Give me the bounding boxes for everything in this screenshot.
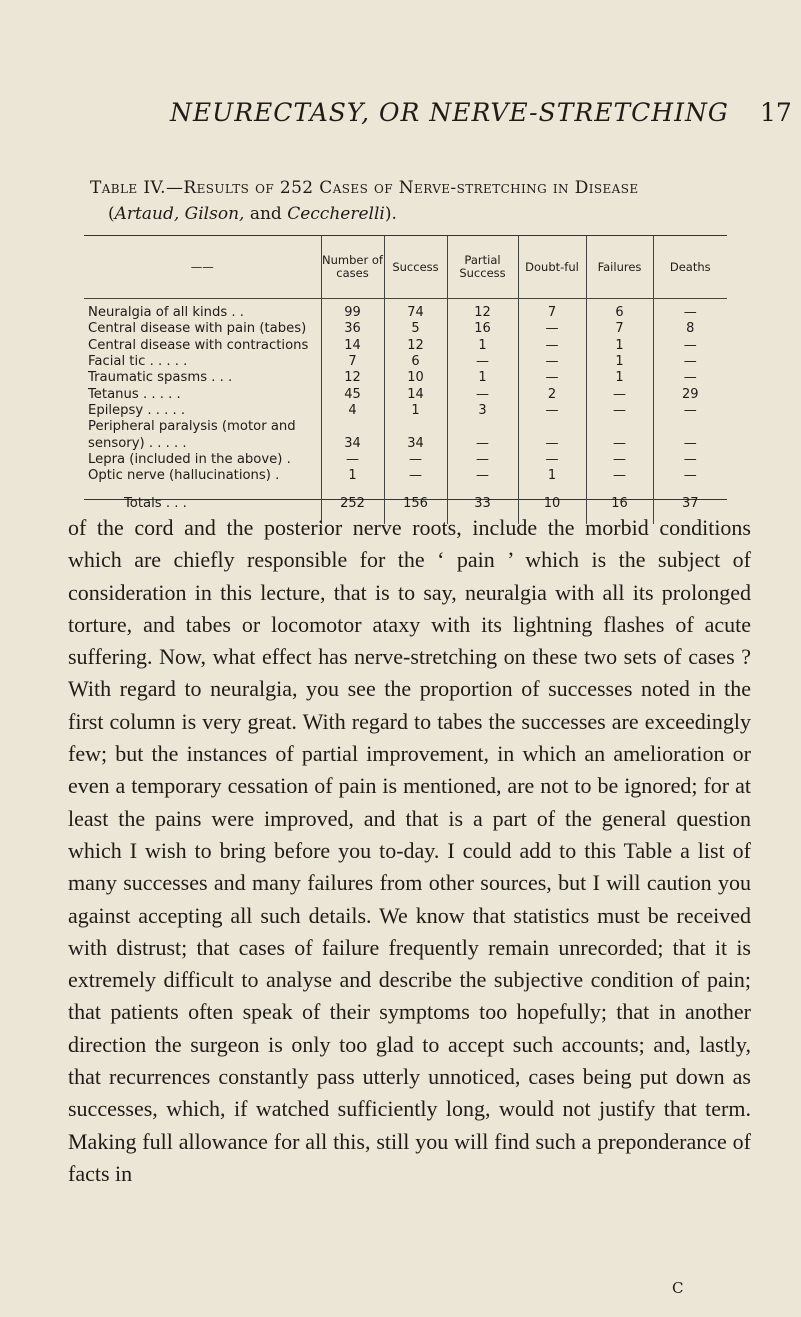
table-cell: 12 (447, 305, 518, 321)
table-cell: 7 (321, 354, 384, 370)
table-cell (653, 419, 727, 435)
table-cell: 7 (518, 305, 586, 321)
table-cell: — (384, 452, 447, 468)
table-cell: 252 (321, 484, 384, 524)
table-cell: 33 (447, 484, 518, 524)
table-cell: — (518, 354, 586, 370)
table-cell: — (447, 435, 518, 451)
table-row (84, 386, 727, 402)
table-cell: 12 (321, 370, 384, 386)
table-header-row (84, 236, 727, 299)
body-text (68, 512, 751, 1190)
table-row (84, 435, 727, 451)
table-cell: 1 (586, 354, 653, 370)
table-cell: 1 (518, 468, 586, 484)
table-cell: 34 (321, 435, 384, 451)
table-cell: — (653, 305, 727, 321)
table-row (84, 419, 727, 435)
table-cell: — (653, 370, 727, 386)
table-cell: 4 (321, 403, 384, 419)
table-cell: 2 (518, 386, 586, 402)
row-label: Traumatic spasms . . . (88, 370, 233, 386)
table-cell: 6 (586, 305, 653, 321)
table-cell: 12 (384, 338, 447, 354)
table-caption-title: Table IV.—Results of 252 Cases of Nerve-stretching in Disease (90, 178, 639, 198)
table-cell: — (653, 452, 727, 468)
column-header-number: Number of cases (321, 236, 384, 299)
table-cell: — (586, 468, 653, 484)
caption-author-3: Ceccherelli (287, 204, 385, 224)
table-row (84, 468, 727, 484)
column-header-partial: Partial Success (447, 236, 518, 299)
table-cell: 99 (321, 305, 384, 321)
table-body (84, 299, 727, 525)
row-label: Lepra (included in the above) . (88, 451, 291, 467)
table-cell: — (447, 452, 518, 468)
table-cell: 7 (586, 321, 653, 337)
table-cell: 10 (384, 370, 447, 386)
table-cell: 8 (653, 321, 727, 337)
table-cell: — (586, 435, 653, 451)
table-cell: 1 (447, 338, 518, 354)
table-cell: — (518, 435, 586, 451)
table-cell: 5 (384, 321, 447, 337)
table-cell: — (518, 338, 586, 354)
row-label: Central disease with contractions (88, 337, 309, 353)
table-row (84, 305, 727, 321)
table-cell: — (586, 403, 653, 419)
table-cell: 29 (653, 386, 727, 402)
column-header-failures: Failures (586, 236, 653, 299)
row-label: Tetanus . . . . . (88, 386, 181, 402)
row-label: Totals . . . (124, 496, 187, 512)
table-cell: 1 (321, 468, 384, 484)
table-row (84, 354, 727, 370)
table-cell: — (653, 435, 727, 451)
row-label: Optic nerve (hallucinations) . (88, 468, 280, 484)
table-cell: — (384, 468, 447, 484)
table-cell: — (321, 452, 384, 468)
table-row (84, 452, 727, 468)
table-cell: 156 (384, 484, 447, 524)
body-paragraph: of the cord and the posterior nerve roots, include the morbid conditions which are chiefly responsible for the ‘ pain ’ which is the subject of consideration in this lecture, that is to say, neuralgia with all its prolonged torture, and tabes or locomotor ataxy with its lightning flashes of acute suffering. Now, what effect has nerve-stretching on these two sets of cases ? With regard to neuralgia, you see the proportion of successes noted in the first column is very great. With regard to tabes the successes are exceedingly few; but the instances of partial improvement, in which an amelioration or even a temporary cessation of pain is mentioned, are not to be ignored; for at least the pains were improved, and that is a part of the general question which I wish to bring before you to-day. I could add to this Table a list of many successes and many failures from other sources, but I will caution you against accepting all such details. We know that statistics must be received with distrust; that cases of failure frequently remain unrecorded; that it is extremely difficult to analyse and describe the subjective condition of pain; that patients often speak of their symptoms too hopefully; that in another direction the surgeon is only too glad to accept such accounts; and, lastly, that recurrences constantly pass utterly unnoticed, cases being put down as successes, which, if watched sufficiently long, would not justify that term. Making full allowance for all this, still you will find such a preponderance of facts in (68, 515, 751, 1186)
running-header (0, 98, 801, 138)
table-cell: — (518, 370, 586, 386)
table-row (84, 403, 727, 419)
table-cell: — (586, 452, 653, 468)
table-cell: 74 (384, 305, 447, 321)
row-label: Central disease with pain (tabes) (88, 321, 307, 337)
table-cell: — (653, 338, 727, 354)
column-header-deaths: Deaths (653, 236, 727, 299)
table-cell: 37 (653, 484, 727, 524)
table-row (84, 370, 727, 386)
table-cell: — (447, 468, 518, 484)
table-cell: — (586, 386, 653, 402)
table-cell: 45 (321, 386, 384, 402)
table-cell: — (653, 403, 727, 419)
table-cell: 10 (518, 484, 586, 524)
table-cell: 1 (447, 370, 518, 386)
table-cell: 16 (586, 484, 653, 524)
row-label: sensory) . . . . . (88, 435, 187, 451)
table-cell: — (447, 386, 518, 402)
signature-mark: C (672, 1279, 684, 1297)
table-cell: 1 (384, 403, 447, 419)
table-cell: 6 (384, 354, 447, 370)
table-cell: — (653, 354, 727, 370)
table-caption-sources: (Artaud, Gilson, and Ceccherelli). (108, 204, 397, 224)
table-row (84, 321, 727, 337)
table-cell: — (518, 403, 586, 419)
table-cell (586, 419, 653, 435)
table-cell: 14 (384, 386, 447, 402)
table-cell: 34 (384, 435, 447, 451)
running-head-title: NEURECTASY, OR NERVE-STRETCHING (170, 98, 729, 127)
page-number: 17 (760, 98, 792, 127)
table-row (84, 338, 727, 354)
row-label: Peripheral paralysis (motor and (88, 419, 296, 435)
table-cell: 14 (321, 338, 384, 354)
column-header-disease: —— (84, 236, 321, 299)
table-cell: 3 (447, 403, 518, 419)
table-cell (384, 419, 447, 435)
table-cell (518, 419, 586, 435)
table-cell: — (518, 321, 586, 337)
row-label: Facial tic . . . . . (88, 354, 188, 370)
table-cell: — (653, 468, 727, 484)
table-cell: — (447, 354, 518, 370)
row-label: Epilepsy . . . . . (88, 402, 186, 418)
table-cell (321, 419, 384, 435)
column-header-success: Success (384, 236, 447, 299)
table-cell (447, 419, 518, 435)
results-table (84, 235, 727, 512)
table-cell: 1 (586, 370, 653, 386)
row-label: Neuralgia of all kinds . . (88, 305, 244, 321)
table-cell: 1 (586, 338, 653, 354)
table-cell: 16 (447, 321, 518, 337)
table-cell: 36 (321, 321, 384, 337)
caption-authors: Artaud, Gilson, (114, 204, 245, 224)
table-cell: — (518, 452, 586, 468)
column-header-doubtful: Doubt-ful (518, 236, 586, 299)
